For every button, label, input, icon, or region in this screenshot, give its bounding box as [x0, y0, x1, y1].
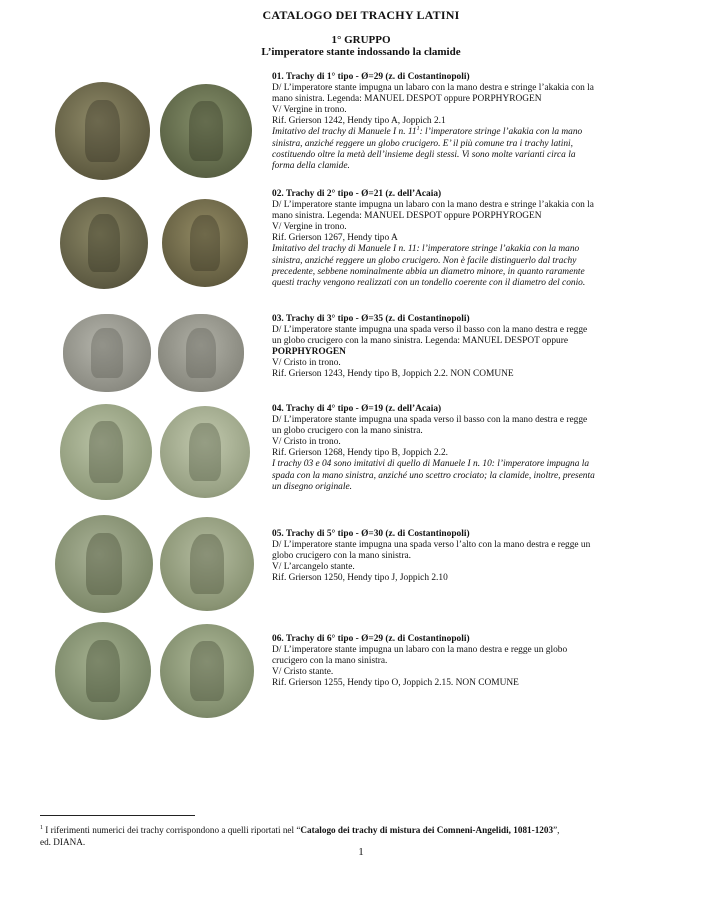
entry-line: PORPHYROGEN [272, 347, 346, 358]
entry-header: 02. Trachy di 2° tipo - Ø=21 (z. dell’Acaia) [272, 189, 442, 199]
coin-images-01 [55, 82, 255, 180]
entry-note-line: Imitativo del trachy di Manuele I n. $11^1$: l’imperatore stringe l’akakia con la mano [272, 126, 583, 138]
entry-text-04 [272, 404, 637, 493]
entry-note-line: spada con la mano sinistra, anziché uno scettro crociato; la clamide, inoltre, presenta [272, 470, 595, 481]
entry-header: 01. Trachy di 1° tipo - Ø=29 (z. di Costantinopoli) [272, 72, 470, 82]
entry-note-line: precedente, sebbene nominalmente abbia un diametro minore, in quanto raramente [272, 266, 585, 277]
entry-line: V/ Vergine in trono. [272, 222, 347, 233]
entry-text-06 [272, 634, 637, 689]
entry-line: crucigero con la mano sinistra. [272, 656, 388, 667]
coin-obverse-image [55, 515, 153, 613]
entry-line: V/ Vergine in trono. [272, 105, 347, 116]
entry-header: 06. Trachy di 6° tipo - Ø=29 (z. di Costantinopoli) [272, 634, 470, 644]
entry-header: 04. Trachy di 4° tipo - Ø=19 (z. dell’Acaia) [272, 404, 442, 414]
coin-obverse-image [60, 404, 152, 500]
coin-images-05 [55, 515, 255, 613]
coin-reverse-image [158, 314, 244, 392]
entry-line: mano sinistra. Legenda: MANUEL DESPOT oppure PORPHYROGEN [272, 211, 542, 222]
entry-line: D/ L’imperatore stante impugna un labaro con la mano destra e regge un globo [272, 645, 568, 656]
entry-line: Rif. Grierson 1243, Hendy tipo B, Joppich 2.2. NON COMUNE [272, 369, 514, 380]
coin-obverse-image [60, 197, 148, 289]
footnote-ref: 1 [416, 126, 420, 133]
coin-obverse-image [55, 622, 151, 720]
entry-note-line: questi trachy vengono realizzati con un tondello coerente con il diametro del conio. [272, 277, 586, 288]
page-title: CATALOGO DEI TRACHY LATINI [262, 8, 460, 22]
coin-images-06 [55, 622, 255, 720]
entry-note-line: forma della clamide. [272, 160, 350, 171]
coin-obverse-image [55, 82, 150, 180]
footnote-number: 1 [40, 825, 43, 831]
entry-header: 05. Trachy di 5° tipo - Ø=30 (z. di Costantinopoli) [272, 529, 470, 539]
entry-line: Rif. Grierson 1267, Hendy tipo A [272, 233, 398, 244]
coin-images-04 [55, 404, 255, 500]
coin-reverse-image [160, 84, 252, 178]
entry-text-01 [272, 72, 637, 172]
entry-line: V/ Cristo in trono. [272, 437, 341, 448]
coin-reverse-image [160, 624, 254, 718]
coin-reverse-image [160, 406, 250, 498]
entry-line: Rif. Grierson 1268, Hendy tipo B, Joppich 2.2. [272, 448, 449, 459]
entry-line: V/ L’arcangelo stante. [272, 562, 355, 573]
entry-note-line: sinistra, anziché reggere un globo crucigero. Non è facile distinguerlo dal trachy [272, 255, 577, 266]
entry-line: V/ Cristo stante. [272, 667, 334, 678]
page-number: 1 [358, 846, 364, 858]
coin-images-03 [55, 314, 255, 392]
entry-line: Rif. Grierson 1250, Hendy tipo J, Joppich 2.10 [272, 573, 448, 584]
coin-images-02 [55, 197, 255, 289]
entry-note-line: Imitativo del trachy di Manuele I n. 11: l’imperatore stringe l’akakia con la mano [272, 244, 580, 255]
entry-line: un globo crucigero con la mano sinistra. Legenda: MANUEL DESPOT oppure [272, 336, 569, 347]
entry-note-line: sinistra, anziché reggere un globo crucigero. E’ il più comune tra i trachy latini, [272, 138, 573, 149]
entry-line: Rif. Grierson 1255, Hendy tipo O, Joppich 2.15. NON COMUNE [272, 678, 519, 689]
entry-line: V/ Cristo in trono. [272, 358, 341, 369]
entry-note-line: I trachy 03 e 04 sono imitativi di quello di Manuele I n. 10: l’imperatore impugna la [272, 459, 590, 470]
footnote-line2: ed. DIANA. [40, 836, 86, 847]
group-subtitle: L’imperatore stante indossando la clamide [261, 46, 461, 58]
entry-line: mano sinistra. Legenda: MANUEL DESPOT oppure PORPHYROGEN [272, 94, 542, 105]
entry-line: D/ L’imperatore stante impugna un labaro con la mano destra e stringe l’akakia con la [272, 200, 594, 211]
entry-line: D/ L’imperatore stante impugna una spada verso l’alto con la mano destra e regge un [272, 540, 591, 551]
group-heading [0, 34, 722, 58]
entry-line: D/ L’imperatore stante impugna una spada verso il basso con la mano destra e regge [272, 325, 588, 336]
entry-line: Rif. Grierson 1242, Hendy tipo A, Joppich 2.1 [272, 116, 446, 127]
entry-line: globo crucigero con la mano sinistra. [272, 551, 412, 562]
footnote: $^1$ I riferimenti numerici dei trachy corrispondono a quelli riportati nel “Catalogo dei trachy di mistura dei Comneni-Angelidi, 1081-1203”, ed. DIANA. [40, 823, 660, 848]
group-number: 1° GRUPPO [331, 34, 391, 46]
entry-note-line: un disegno originale. [272, 481, 352, 492]
entry-text-03 [272, 314, 637, 381]
coin-obverse-image [63, 314, 151, 392]
entry-line: D/ L’imperatore stante impugna una spada verso il basso con la mano destra e regge [272, 415, 588, 426]
footnote-divider [40, 815, 195, 816]
footnote-catalog-title: Catalogo dei trachy di mistura dei Comneni-Angelidi, 1081-1203 [300, 825, 554, 836]
coin-reverse-image [162, 199, 248, 287]
entry-note-line: costituendo oltre la metà dell’insieme degli stessi. Vi sono molte varianti circa la [272, 149, 576, 160]
entry-line: un globo crucigero con la mano sinistra. [272, 426, 423, 437]
entry-line: D/ L’imperatore stante impugna un labaro con la mano destra e stringe l’akakia con la [272, 83, 594, 94]
entry-text-05 [272, 529, 637, 584]
entry-header: 03. Trachy di 3° tipo - Ø=35 (z. di Costantinopoli) [272, 314, 470, 324]
coin-reverse-image [160, 517, 254, 611]
entry-text-02 [272, 189, 637, 289]
